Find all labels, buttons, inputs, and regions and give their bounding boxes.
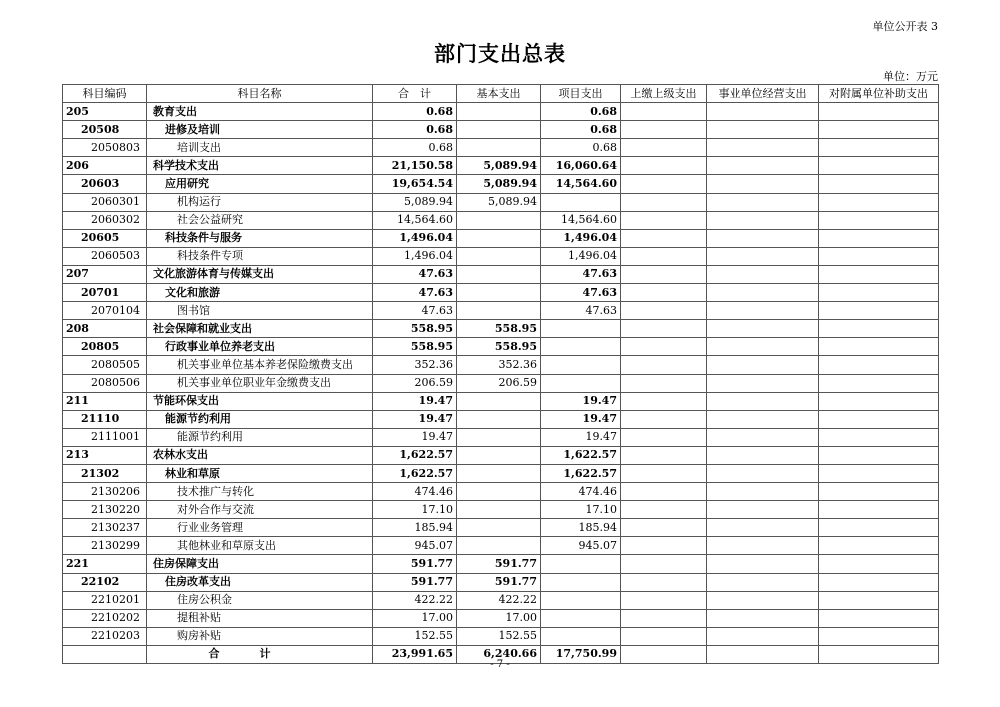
project-cell: 19.47 (541, 428, 621, 446)
code-cell: 213 (63, 446, 147, 464)
name-cell: 技术推广与转化 (147, 483, 373, 501)
project-cell: 14,564.60 (541, 175, 621, 193)
code-cell: 20508 (63, 121, 147, 139)
code-cell: 21302 (63, 464, 147, 482)
business-operation-cell (707, 428, 819, 446)
upper-payment-cell (621, 483, 707, 501)
business-operation-cell (707, 338, 819, 356)
total-cell: 0.68 (373, 103, 457, 121)
subsidiary-subsidy-cell (819, 537, 939, 555)
total-cell: 47.63 (373, 265, 457, 283)
total-cell: 474.46 (373, 483, 457, 501)
subsidiary-subsidy-cell (819, 211, 939, 229)
subsidiary-subsidy-cell (819, 627, 939, 645)
project-cell (541, 573, 621, 591)
name-cell: 科学技术支出 (147, 157, 373, 175)
table-row (63, 356, 939, 374)
code-cell: 21110 (63, 410, 147, 428)
table-row (63, 537, 939, 555)
total-cell: 206.59 (373, 374, 457, 392)
total-cell: 185.94 (373, 519, 457, 537)
code-cell: 20805 (63, 338, 147, 356)
table-row (63, 302, 939, 320)
upper-payment-cell (621, 175, 707, 193)
subsidiary-subsidy-cell (819, 483, 939, 501)
subsidiary-subsidy-cell (819, 555, 939, 573)
total-cell: 19.47 (373, 410, 457, 428)
basic-cell: 422.22 (457, 591, 541, 609)
upper-payment-cell (621, 464, 707, 482)
name-cell: 农林水支出 (147, 446, 373, 464)
table-row (63, 501, 939, 519)
upper-payment-cell (621, 410, 707, 428)
code-cell: 221 (63, 555, 147, 573)
code-cell: 208 (63, 320, 147, 338)
table-row (63, 483, 939, 501)
basic-cell (457, 464, 541, 482)
header-upper-payment: 上缴上级支出 (621, 85, 707, 103)
table-row (63, 446, 939, 464)
table-row (63, 338, 939, 356)
table-row (63, 392, 939, 410)
code-cell: 2130220 (63, 501, 147, 519)
name-cell: 住房保障支出 (147, 555, 373, 573)
project-cell: 19.47 (541, 410, 621, 428)
table-row (63, 229, 939, 247)
table-row (63, 609, 939, 627)
project-cell: 474.46 (541, 483, 621, 501)
code-cell: 2060503 (63, 247, 147, 265)
upper-payment-cell (621, 428, 707, 446)
total-label: 合计 (147, 645, 373, 663)
code-cell: 2210201 (63, 591, 147, 609)
table-row (63, 555, 939, 573)
business-operation-cell (707, 157, 819, 175)
total-cell: 558.95 (373, 338, 457, 356)
total-cell: 152.55 (373, 627, 457, 645)
business-operation-cell (707, 573, 819, 591)
upper-payment-cell (621, 121, 707, 139)
name-cell: 行业业务管理 (147, 519, 373, 537)
code-cell: 2111001 (63, 428, 147, 446)
business-operation-cell (707, 284, 819, 302)
total-cell: 47.63 (373, 284, 457, 302)
subsidiary-subsidy-cell (819, 193, 939, 211)
business-operation-cell (707, 410, 819, 428)
table-row (63, 464, 939, 482)
basic-cell: 352.36 (457, 356, 541, 374)
business-operation-cell (707, 374, 819, 392)
table-body (63, 103, 939, 646)
subsidiary-subsidy-cell (819, 356, 939, 374)
total-cell: 47.63 (373, 302, 457, 320)
upper-payment-cell (621, 501, 707, 519)
upper-payment-cell (621, 392, 707, 410)
name-cell: 机关事业单位职业年金缴费支出 (147, 374, 373, 392)
total-cell: 17.00 (373, 609, 457, 627)
business-operation-cell (707, 501, 819, 519)
business-operation-cell (707, 464, 819, 482)
project-cell (541, 320, 621, 338)
header-project: 项目支出 (541, 85, 621, 103)
subsidiary-subsidy-cell (819, 392, 939, 410)
business-operation-cell (707, 103, 819, 121)
table-row (63, 320, 939, 338)
project-cell (541, 338, 621, 356)
subsidiary-subsidy-cell (819, 519, 939, 537)
table-row (63, 175, 939, 193)
basic-cell (457, 519, 541, 537)
project-cell: 1,622.57 (541, 446, 621, 464)
header-code: 科目编码 (63, 85, 147, 103)
name-cell: 教育支出 (147, 103, 373, 121)
total-basic: 6,240.66 (457, 645, 541, 663)
project-cell: 185.94 (541, 519, 621, 537)
total-cell: 0.68 (373, 139, 457, 157)
basic-cell (457, 302, 541, 320)
code-cell: 2050803 (63, 139, 147, 157)
upper-payment-cell (621, 139, 707, 157)
project-cell: 47.63 (541, 284, 621, 302)
business-operation-cell (707, 265, 819, 283)
name-cell: 进修及培训 (147, 121, 373, 139)
page-title: 部门支出总表 (434, 42, 566, 66)
table-row (63, 211, 939, 229)
total-cell: 422.22 (373, 591, 457, 609)
subsidiary-subsidy-cell (819, 284, 939, 302)
project-cell (541, 374, 621, 392)
total-cell: 352.36 (373, 356, 457, 374)
header-business-operation: 事业单位经营支出 (707, 85, 819, 103)
header-row (63, 85, 939, 103)
total-cell: 0.68 (373, 121, 457, 139)
table-row (63, 374, 939, 392)
code-cell: 2060301 (63, 193, 147, 211)
total-cell: 14,564.60 (373, 211, 457, 229)
basic-cell: 591.77 (457, 573, 541, 591)
subsidiary-subsidy-cell (819, 464, 939, 482)
total-cell: 19,654.54 (373, 175, 457, 193)
table-row (63, 627, 939, 645)
total-cell: 1,622.57 (373, 446, 457, 464)
upper-payment-cell (621, 302, 707, 320)
name-cell: 培训支出 (147, 139, 373, 157)
business-operation-cell (707, 537, 819, 555)
project-cell: 1,622.57 (541, 464, 621, 482)
name-cell: 科技条件与服务 (147, 229, 373, 247)
business-operation-cell (707, 247, 819, 265)
basic-cell (457, 446, 541, 464)
total-cell: 591.77 (373, 555, 457, 573)
basic-cell: 152.55 (457, 627, 541, 645)
header-name: 科目名称 (147, 85, 373, 103)
subsidiary-subsidy-cell (819, 103, 939, 121)
table-row (63, 103, 939, 121)
upper-payment-cell (621, 446, 707, 464)
upper-payment-cell (621, 591, 707, 609)
project-cell: 0.68 (541, 121, 621, 139)
project-cell (541, 193, 621, 211)
business-operation-cell (707, 627, 819, 645)
basic-cell (457, 247, 541, 265)
name-cell: 能源节约利用 (147, 428, 373, 446)
table-row (63, 519, 939, 537)
table-row (63, 573, 939, 591)
subsidiary-subsidy-cell (819, 320, 939, 338)
project-cell (541, 356, 621, 374)
basic-cell (457, 139, 541, 157)
name-cell: 行政事业单位养老支出 (147, 338, 373, 356)
business-operation-cell (707, 519, 819, 537)
basic-cell: 5,089.94 (457, 193, 541, 211)
basic-cell (457, 483, 541, 501)
business-operation-cell (707, 229, 819, 247)
upper-payment-cell (621, 609, 707, 627)
code-cell: 22102 (63, 573, 147, 591)
upper-payment-cell (621, 627, 707, 645)
code-cell: 2130206 (63, 483, 147, 501)
basic-cell (457, 284, 541, 302)
total-cell: 21,150.58 (373, 157, 457, 175)
project-cell: 14,564.60 (541, 211, 621, 229)
name-cell: 社会保障和就业支出 (147, 320, 373, 338)
project-cell: 0.68 (541, 139, 621, 157)
subsidiary-subsidy-cell (819, 265, 939, 283)
total-cell: 1,622.57 (373, 464, 457, 482)
subsidiary-subsidy-cell (819, 446, 939, 464)
basic-cell (457, 410, 541, 428)
basic-cell (457, 229, 541, 247)
name-cell: 住房改革支出 (147, 573, 373, 591)
upper-payment-cell (621, 573, 707, 591)
project-cell: 1,496.04 (541, 229, 621, 247)
subsidiary-subsidy-cell (819, 573, 939, 591)
table-row (63, 193, 939, 211)
project-cell (541, 609, 621, 627)
project-cell: 945.07 (541, 537, 621, 555)
upper-payment-cell (621, 157, 707, 175)
subsidiary-subsidy-cell (819, 501, 939, 519)
basic-cell: 206.59 (457, 374, 541, 392)
name-cell: 能源节约利用 (147, 410, 373, 428)
code-cell: 2070104 (63, 302, 147, 320)
total-cell: 19.47 (373, 428, 457, 446)
basic-cell (457, 392, 541, 410)
project-cell: 1,496.04 (541, 247, 621, 265)
name-cell: 科技条件专项 (147, 247, 373, 265)
upper-payment-cell (621, 284, 707, 302)
upper-payment-cell (621, 374, 707, 392)
project-cell (541, 555, 621, 573)
name-cell: 住房公积金 (147, 591, 373, 609)
project-cell: 0.68 (541, 103, 621, 121)
name-cell: 文化旅游体育与传媒支出 (147, 265, 373, 283)
code-cell: 2130299 (63, 537, 147, 555)
upper-payment-cell (621, 519, 707, 537)
code-cell: 2080505 (63, 356, 147, 374)
table-row (63, 284, 939, 302)
subsidiary-subsidy-cell (819, 121, 939, 139)
name-cell: 林业和草原 (147, 464, 373, 482)
code-cell: 206 (63, 157, 147, 175)
business-operation-cell (707, 175, 819, 193)
code-cell: 20605 (63, 229, 147, 247)
subsidiary-subsidy-cell (819, 139, 939, 157)
project-cell: 16,060.64 (541, 157, 621, 175)
upper-payment-cell (621, 247, 707, 265)
business-operation-cell (707, 392, 819, 410)
basic-cell: 5,089.94 (457, 157, 541, 175)
name-cell: 机关事业单位基本养老保险缴费支出 (147, 356, 373, 374)
project-cell: 17.10 (541, 501, 621, 519)
subsidiary-subsidy-cell (819, 175, 939, 193)
table-row (63, 410, 939, 428)
total-cell: 1,496.04 (373, 229, 457, 247)
business-operation-cell (707, 555, 819, 573)
total-cell: 5,089.94 (373, 193, 457, 211)
upper-payment-cell (621, 338, 707, 356)
project-cell (541, 591, 621, 609)
subsidiary-subsidy-cell (819, 410, 939, 428)
name-cell: 文化和旅游 (147, 284, 373, 302)
subsidiary-subsidy-cell (819, 609, 939, 627)
name-cell: 应用研究 (147, 175, 373, 193)
code-cell: 207 (63, 265, 147, 283)
upper-payment-cell (621, 193, 707, 211)
subsidiary-subsidy-cell (819, 591, 939, 609)
total-cell: 558.95 (373, 320, 457, 338)
name-cell: 机构运行 (147, 193, 373, 211)
project-cell (541, 627, 621, 645)
business-operation-cell (707, 483, 819, 501)
name-cell: 图书馆 (147, 302, 373, 320)
name-cell: 社会公益研究 (147, 211, 373, 229)
upper-payment-cell (621, 103, 707, 121)
table-row (63, 591, 939, 609)
table-row (63, 247, 939, 265)
total-sum: 23,991.65 (373, 645, 457, 663)
code-cell: 2130237 (63, 519, 147, 537)
upper-payment-cell (621, 229, 707, 247)
basic-cell: 558.95 (457, 338, 541, 356)
code-cell: 20701 (63, 284, 147, 302)
total-cell: 17.10 (373, 501, 457, 519)
business-operation-cell (707, 139, 819, 157)
table-row (63, 428, 939, 446)
upper-payment-cell (621, 356, 707, 374)
upper-payment-cell (621, 537, 707, 555)
business-operation-cell (707, 302, 819, 320)
subsidiary-subsidy-cell (819, 247, 939, 265)
project-cell: 19.47 (541, 392, 621, 410)
table-row (63, 121, 939, 139)
basic-cell: 558.95 (457, 320, 541, 338)
name-cell: 其他林业和草原支出 (147, 537, 373, 555)
total-project: 17,750.99 (541, 645, 621, 663)
business-operation-cell (707, 609, 819, 627)
business-operation-cell (707, 446, 819, 464)
name-cell: 购房补贴 (147, 627, 373, 645)
code-cell: 2210203 (63, 627, 147, 645)
code-cell: 20603 (63, 175, 147, 193)
basic-cell: 591.77 (457, 555, 541, 573)
business-operation-cell (707, 193, 819, 211)
page-number: - 7 - (490, 659, 510, 670)
name-cell: 对外合作与交流 (147, 501, 373, 519)
code-cell: 211 (63, 392, 147, 410)
code-cell: 2060302 (63, 211, 147, 229)
upper-payment-cell (621, 320, 707, 338)
code-cell: 2080506 (63, 374, 147, 392)
code-cell: 205 (63, 103, 147, 121)
code-cell: 2210202 (63, 609, 147, 627)
upper-payment-cell (621, 555, 707, 573)
table-row (63, 265, 939, 283)
basic-cell (457, 211, 541, 229)
project-cell: 47.63 (541, 302, 621, 320)
name-cell: 节能环保支出 (147, 392, 373, 410)
basic-cell (457, 103, 541, 121)
header-total: 合 计 (373, 85, 457, 103)
subsidiary-subsidy-cell (819, 428, 939, 446)
basic-cell (457, 501, 541, 519)
basic-cell (457, 537, 541, 555)
table-row (63, 139, 939, 157)
table-number-label: 单位公开表 3 (872, 20, 938, 33)
subsidiary-subsidy-cell (819, 157, 939, 175)
basic-cell (457, 121, 541, 139)
table-row (63, 157, 939, 175)
upper-payment-cell (621, 211, 707, 229)
basic-cell: 5,089.94 (457, 175, 541, 193)
subsidiary-subsidy-cell (819, 374, 939, 392)
unit-label: 单位：万元 (883, 70, 938, 83)
total-cell: 19.47 (373, 392, 457, 410)
subsidiary-subsidy-cell (819, 302, 939, 320)
header-basic: 基本支出 (457, 85, 541, 103)
business-operation-cell (707, 320, 819, 338)
total-cell: 591.77 (373, 573, 457, 591)
subsidiary-subsidy-cell (819, 338, 939, 356)
basic-cell (457, 265, 541, 283)
expenditure-table (62, 84, 939, 664)
subsidiary-subsidy-cell (819, 229, 939, 247)
name-cell: 提租补贴 (147, 609, 373, 627)
upper-payment-cell (621, 265, 707, 283)
project-cell: 47.63 (541, 265, 621, 283)
business-operation-cell (707, 591, 819, 609)
business-operation-cell (707, 121, 819, 139)
header-subsidiary-subsidy: 对附属单位补助支出 (819, 85, 939, 103)
business-operation-cell (707, 211, 819, 229)
business-operation-cell (707, 356, 819, 374)
total-cell: 945.07 (373, 537, 457, 555)
total-cell: 1,496.04 (373, 247, 457, 265)
basic-cell: 17.00 (457, 609, 541, 627)
basic-cell (457, 428, 541, 446)
